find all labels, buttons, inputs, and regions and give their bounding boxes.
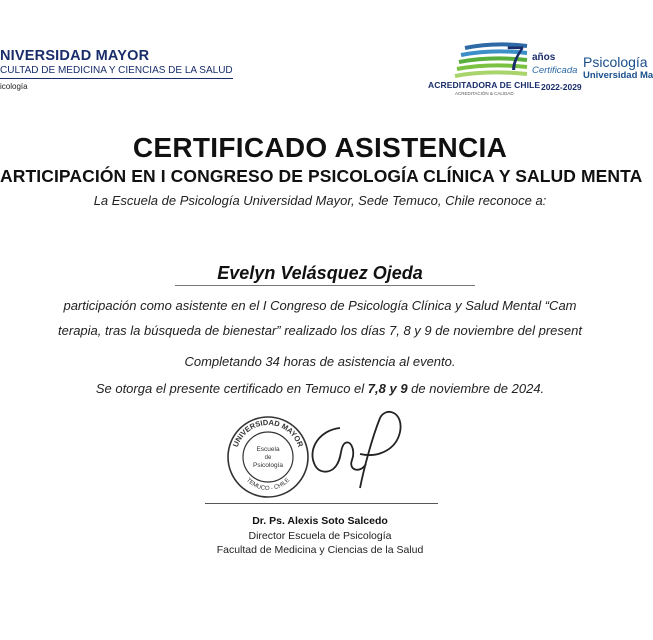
svg-text:TEMUCO - CHILE	[245, 477, 291, 492]
department-name: icología	[0, 82, 28, 91]
recipient-name: Evelyn Velásquez Ojeda	[217, 263, 423, 283]
faculty-name: CULTAD DE MEDICINA Y CIENCIAS DE LA SALUD	[0, 64, 233, 79]
psychology-title: Psicología	[583, 54, 648, 70]
accreditation-years: 7	[506, 40, 525, 78]
accreditation-certificada: Certificada	[532, 65, 578, 76]
issue-prefix: Se otorga el presente certificado en Temuco el	[95, 381, 368, 396]
svg-text:UNIVERSIDAD MAYOR	[231, 418, 306, 449]
signer-faculty: Facultad de Medicina y Ciencias de la Salud	[216, 544, 424, 556]
accreditation-agency: ACREDITADORA DE CHILE	[428, 80, 541, 90]
school-stamp-icon	[226, 415, 310, 499]
certificate-title: CERTIFICADO ASISTENCIA	[132, 132, 508, 163]
body-line-4	[0, 381, 640, 396]
psychology-university: Universidad Ma	[583, 70, 653, 81]
issue-suffix: de noviembre de 2024.	[407, 381, 545, 396]
issue-days: 7,8 y 9	[367, 381, 408, 396]
signature-line	[205, 503, 438, 504]
recognizes-text: La Escuela de Psicología Universidad Mayor, Sede Temuco, Chile reconoce a:	[93, 193, 547, 208]
accreditation-logo	[425, 40, 653, 98]
certificate-subtitle: ARTICIPACIÓN EN I CONGRESO DE PSICOLOGÍA CLÍNICA Y SALUD MENTA	[0, 166, 643, 186]
body-line-3: Completando 34 horas de asistencia al evento.	[184, 354, 456, 369]
recipient-underline	[175, 285, 475, 286]
stamp-inner-3: Psicología	[253, 462, 283, 469]
signature-icon	[300, 408, 410, 498]
stamp-ring-top: UNIVERSIDAD MAYOR	[230, 417, 306, 449]
stamp-inner-1: Escuela	[256, 446, 280, 453]
body-line-1: participación como asistente en el I Congreso de Psicología Clínica y Salud Mental “Cam	[63, 298, 577, 313]
stamp-inner-2: de	[264, 455, 272, 461]
signer-name: Dr. Ps. Alexis Soto Salcedo	[252, 515, 388, 527]
university-logo	[0, 48, 233, 91]
accreditation-period: 2022-2029	[541, 82, 582, 92]
stamp-ring-bottom: TEMUCO - CHILE	[244, 477, 292, 493]
accreditation-agency-sub: ACREDITACIÓN & CALIDAD	[455, 91, 514, 96]
university-name: NIVERSIDAD MAYOR	[0, 48, 150, 64]
accreditation-anos: años	[532, 52, 556, 63]
body-line-2: terapia, tras la búsqueda de bienestar” realizado los días 7, 8 y 9 de noviembre del present	[58, 323, 582, 338]
signer-role: Director Escuela de Psicología	[248, 530, 392, 542]
